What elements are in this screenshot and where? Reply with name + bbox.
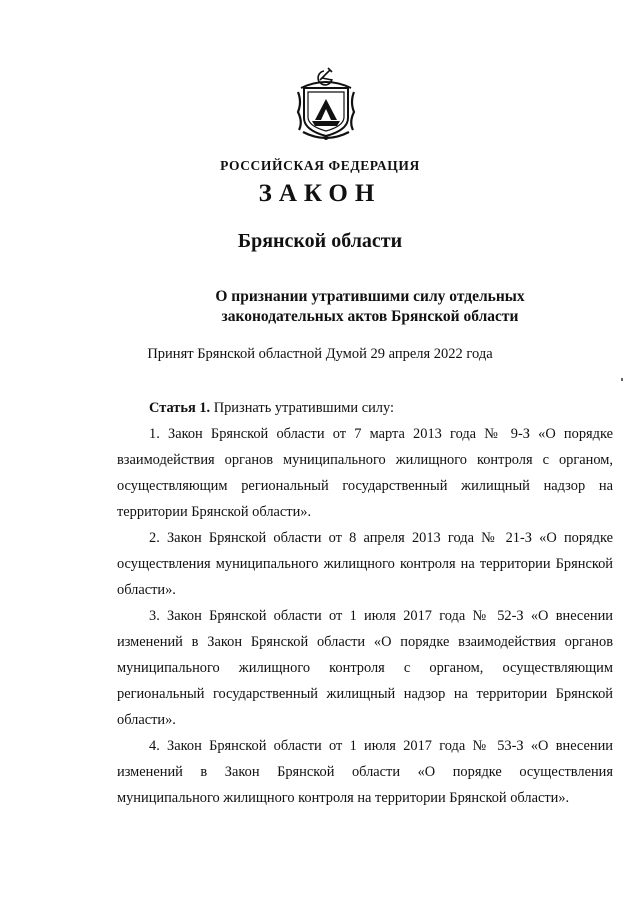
- article-1-heading: [117, 395, 613, 421]
- region-title: Брянской области: [237, 230, 403, 252]
- article-intro: Признать утратившими силу:: [210, 400, 394, 416]
- document-body: [117, 395, 613, 811]
- country-heading: РОССИЙСКАЯ ФЕДЕРАЦИЯ: [220, 158, 420, 173]
- law-subject-line-1: О признании утратившими силу отдельных: [215, 288, 525, 305]
- list-item: 4. Закон Брянской области от 1 июля 2017 года № 53-З «О внесении изменений в Закон Брянской области «О порядке осуществления муниципального жилищного контроля на территории Брянской области».: [117, 738, 613, 806]
- adoption-line: Принят Брянской областной Думой 29 апреля 2022 года: [147, 346, 493, 362]
- list-item: 2. Закон Брянской области от 8 апреля 2013 года № 21-З «О порядке осуществления муниципального жилищного контроля на территории Брянской области».: [117, 530, 613, 598]
- list-item: 1. Закон Брянской области от 7 марта 2013 года № 9-З «О порядке взаимодействия органов муниципального жилищного контроля с органом, осуществляющим региональный государственный жилищный надзор на территории Брянской области».: [117, 426, 613, 520]
- law-subject-line-2: законодательных актов Брянской области: [221, 308, 519, 325]
- bryansk-coat-of-arms-icon: [295, 66, 357, 142]
- list-item: 3. Закон Брянской области от 1 июля 2017 года № 52-З «О внесении изменений в Закон Брянской области «О порядке взаимодействия органов муниципального жилищного контроля с органом, осуществляющим региональный государственный жилищный надзор на территории Брянской области».: [117, 608, 613, 728]
- law-subject: [180, 287, 560, 327]
- scan-mark: [621, 378, 623, 381]
- document-type-title: ЗАКОН: [258, 180, 382, 207]
- article-label: Статья 1.: [149, 400, 211, 416]
